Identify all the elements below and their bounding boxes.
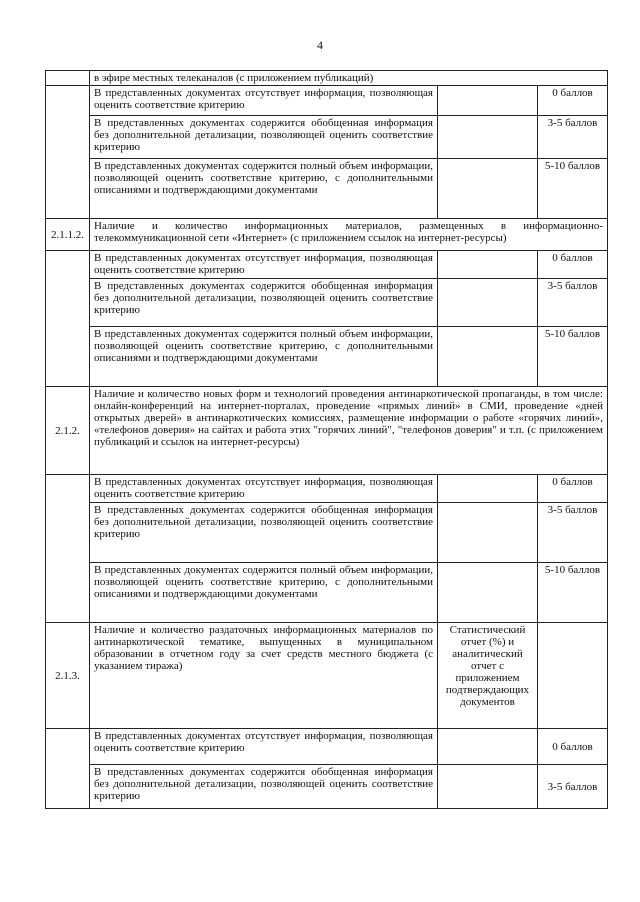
score-condition: В представленных документах отсутствует информация, позволяющая оценить соответствие критерию bbox=[90, 729, 438, 765]
row-number-cell bbox=[46, 475, 90, 623]
documents-cell bbox=[438, 563, 538, 623]
row-number-cell: 2.1.3. bbox=[46, 623, 90, 729]
score-condition: В представленных документах содержится обобщенная информация без дополнительной детализации, позволяющей оценить соответствие критерию bbox=[90, 503, 438, 563]
documents-cell bbox=[438, 86, 538, 116]
table-row bbox=[46, 623, 608, 729]
score-condition: В представленных документах содержится полный объем информации, позволяющей оценить соответствие критерию, с дополнительными описаниями и подтверждающими документами bbox=[90, 159, 438, 219]
documents-cell bbox=[438, 159, 538, 219]
row-number-cell bbox=[46, 729, 90, 809]
criterion-text: Наличие и количество новых форм и технологий проведения антинаркотической пропаганды, в том числе: онлайн-конференций на интернет-порталах, проведение «прямых линий» в СМИ, проведение «дней открытых дверей» в антинаркотических комиссиях, размещение информации о работе «горячих линий», «телефонов доверия» на сайтах и работа этих "горячих линий", "телефонов доверия" и т.п. (с приложением публикаций и ссылок на интернет-ресурсы) bbox=[90, 387, 608, 475]
criterion-text: в эфире местных телеканалов (с приложением публикаций) bbox=[90, 71, 608, 86]
table-row bbox=[46, 475, 608, 503]
documents-cell: Статистический отчет (%) и аналитический отчет с приложением подтверждающих документов bbox=[438, 623, 538, 729]
row-number-cell bbox=[46, 251, 90, 387]
score-points: 5-10 баллов bbox=[538, 563, 608, 623]
documents-cell bbox=[438, 327, 538, 387]
table-row bbox=[46, 279, 608, 327]
page-number: 4 bbox=[317, 38, 323, 52]
table-row bbox=[46, 71, 608, 86]
table-row bbox=[46, 327, 608, 387]
score-points: 5-10 баллов bbox=[538, 159, 608, 219]
table-row bbox=[46, 251, 608, 279]
score-condition: В представленных документах содержится обобщенная информация без дополнительной детализации, позволяющей оценить соответствие критерию bbox=[90, 279, 438, 327]
score-points: 5-10 баллов bbox=[538, 327, 608, 387]
score-points: 0 баллов bbox=[538, 475, 608, 503]
table-row bbox=[46, 729, 608, 765]
table-row bbox=[46, 387, 608, 475]
score-condition: В представленных документах содержится полный объем информации, позволяющей оценить соответствие критерию, с дополнительными описаниями и подтверждающими документами bbox=[90, 563, 438, 623]
score-points bbox=[538, 623, 608, 729]
table-row bbox=[46, 116, 608, 159]
row-number-cell: 2.1.1.2. bbox=[46, 219, 90, 251]
documents-cell bbox=[438, 729, 538, 765]
documents-cell bbox=[438, 279, 538, 327]
table-row bbox=[46, 765, 608, 809]
score-points: 3-5 баллов bbox=[538, 765, 608, 809]
table-row bbox=[46, 503, 608, 563]
table-row bbox=[46, 86, 608, 116]
score-condition: В представленных документах содержится полный объем информации, позволяющей оценить соответствие критерию, с дополнительными описаниями и подтверждающими документами bbox=[90, 327, 438, 387]
table-row bbox=[46, 159, 608, 219]
score-condition: В представленных документах отсутствует информация, позволяющая оценить соответствие критерию bbox=[90, 251, 438, 279]
documents-cell bbox=[438, 475, 538, 503]
score-points: 3-5 баллов bbox=[538, 116, 608, 159]
score-points: 3-5 баллов bbox=[538, 279, 608, 327]
score-points: 3-5 баллов bbox=[538, 503, 608, 563]
score-condition: В представленных документах отсутствует информация, позволяющая оценить соответствие критерию bbox=[90, 86, 438, 116]
row-number-cell bbox=[46, 86, 90, 219]
table-row bbox=[46, 219, 608, 251]
score-condition: В представленных документах содержится обобщенная информация без дополнительной детализации, позволяющей оценить соответствие критерию bbox=[90, 116, 438, 159]
documents-cell bbox=[438, 503, 538, 563]
criteria-table bbox=[45, 70, 608, 809]
score-points: 0 баллов bbox=[538, 251, 608, 279]
score-condition: В представленных документах содержится обобщенная информация без дополнительной детализации, позволяющей оценить соответствие критерию bbox=[90, 765, 438, 809]
criterion-text: Наличие и количество раздаточных информационных материалов по антинаркотической тематике, выпущенных в муниципальном образовании в отчетном году за счет средств местного бюджета (с указанием тиража) bbox=[90, 623, 438, 729]
score-points: 0 баллов bbox=[538, 729, 608, 765]
row-number-cell bbox=[46, 71, 90, 86]
score-points: 0 баллов bbox=[538, 86, 608, 116]
documents-cell bbox=[438, 251, 538, 279]
row-number-cell: 2.1.2. bbox=[46, 387, 90, 475]
table-row bbox=[46, 563, 608, 623]
score-condition: В представленных документах отсутствует информация, позволяющая оценить соответствие критерию bbox=[90, 475, 438, 503]
documents-cell bbox=[438, 116, 538, 159]
criterion-text: Наличие и количество информационных материалов, размещенных в информационно-телекоммуникационной сети «Интернет» (с приложением ссылок на интернет-ресурсы) bbox=[90, 219, 608, 251]
documents-cell bbox=[438, 765, 538, 809]
